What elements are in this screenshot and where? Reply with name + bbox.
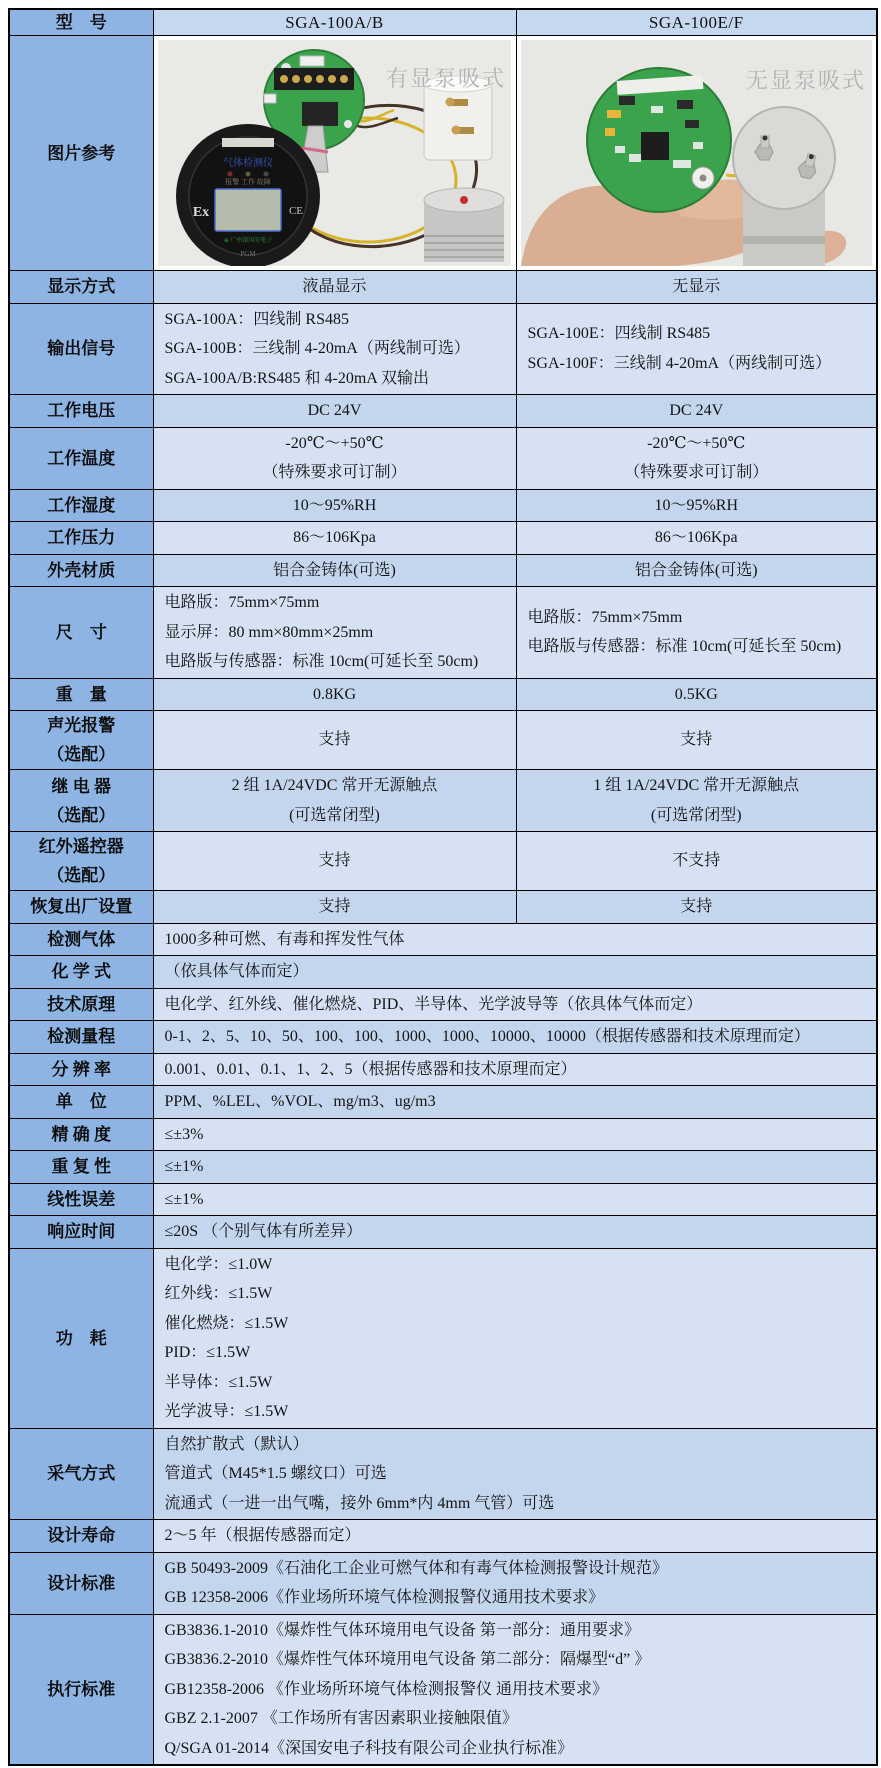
spec-value-line: 0.8KG [312, 685, 357, 703]
spec-value-cell [153, 678, 516, 711]
spec-value-cell [153, 1021, 877, 1054]
spec-value-line: 支持 [318, 852, 351, 870]
gas-detector [176, 124, 320, 266]
row-label-line: 工作湿度 [47, 495, 116, 515]
row-label-line: 设计寿命 [47, 1526, 116, 1546]
spec-row [9, 1428, 877, 1520]
spec-value-line: 光学波导：≤1.5W [164, 1403, 289, 1420]
model-header-label: 型 号 [9, 9, 153, 36]
row-label [9, 554, 153, 587]
row-label-line: （选配） [47, 866, 116, 885]
spec-value-line: 无显示 [672, 278, 721, 295]
row-label-line: 线性误差 [47, 1189, 116, 1209]
spec-value-line: 支持 [680, 731, 713, 749]
spec-value-line: 自然扩散式（默认） [164, 1435, 309, 1453]
row-label [9, 1118, 153, 1151]
spec-value-line: PPM、%LEL、%VOL、mg/m3、ug/m3 [164, 1093, 436, 1110]
spec-value-line: DC 24V [307, 402, 362, 419]
detector-led-labels: 报警 工作 故障 [224, 178, 271, 186]
spec-value-line: GB 12358-2006《作业场所环境气体检测报警仪通用技术要求》 [164, 1589, 605, 1606]
row-label-line: 工作电压 [47, 401, 116, 421]
row-label [9, 988, 153, 1021]
row-label [9, 427, 153, 489]
spec-value-cell [516, 711, 877, 770]
spec-value-line: （特殊要求可订制） [624, 464, 769, 481]
row-label [9, 1183, 153, 1216]
spec-value-cell [153, 988, 877, 1021]
spec-row [9, 427, 877, 489]
spec-value-cell [153, 711, 516, 770]
row-label-line: （选配） [47, 805, 116, 825]
spec-value-line: ≤±3% [164, 1125, 204, 1143]
row-label-line: 红外遥控器 [38, 837, 124, 856]
spec-value-line: 1000多种可燃、有毒和挥发性气体 [164, 930, 405, 948]
row-label [9, 271, 153, 304]
spec-value-cell [516, 678, 877, 711]
svg-text:⊕ 广州深国安电子: ⊕ 广州深国安电子 [223, 238, 272, 244]
spec-value-cell [153, 271, 516, 304]
row-label-line: 技术原理 [47, 994, 116, 1014]
spec-row [9, 770, 877, 832]
product-photo-sga100ab [153, 36, 516, 271]
spec-value-line: ≤20S （个别气体有所差异） [164, 1223, 363, 1240]
spec-value-line: -20℃～+50℃ [647, 434, 746, 452]
spec-value-line: SGA-100E：四线制 RS485 [527, 325, 711, 343]
row-label [9, 1428, 153, 1520]
spec-row [9, 891, 877, 924]
spec-value-cell [153, 1086, 877, 1119]
spec-row [9, 1614, 877, 1765]
table-header-row [9, 9, 877, 36]
image-row-label: 图片参考 [9, 36, 153, 271]
spec-value-line: GB12358-2006 《作业场所环境气体检测报警仪 通用技术要求》 [164, 1680, 609, 1698]
spec-value-line: 电路版：75mm×75mm [164, 594, 320, 611]
spec-value-line: 2～5 年（根据传感器而定） [164, 1527, 361, 1544]
row-label [9, 1520, 153, 1553]
spec-value-cell [516, 891, 877, 924]
row-label-line: 外壳材质 [47, 560, 116, 580]
spec-value-cell [153, 395, 516, 428]
row-label-line: 化 学 式 [51, 962, 111, 982]
detector-title-text: 气体检测仪 [222, 158, 273, 169]
row-label [9, 1248, 153, 1428]
spec-table-body [9, 9, 877, 1765]
spec-row [9, 711, 877, 770]
row-label-line: 恢复出厂设置 [30, 897, 133, 917]
detector-ce-mark: CE [288, 205, 303, 217]
spec-value-line: 管道式（M45*1.5 螺纹口）可选 [164, 1465, 387, 1482]
spec-value-cell [153, 1428, 877, 1520]
spec-value-cell [516, 395, 877, 428]
spec-row [9, 587, 877, 679]
spec-value-line: 10～95%RH [654, 496, 739, 514]
spec-value-cell [516, 587, 877, 679]
spec-value-line: GB3836.2-2010《爆炸性气体环境用电气设备 第二部分：隔爆型“d” 》 [164, 1651, 651, 1668]
spec-row [9, 1151, 877, 1184]
row-label-line: 分 辨 率 [51, 1059, 111, 1079]
spec-value-cell [153, 1248, 877, 1428]
row-label [9, 891, 153, 924]
spec-value-cell [153, 1183, 877, 1216]
spec-row [9, 489, 877, 522]
row-label-line: 尺 寸 [55, 622, 107, 642]
spec-value-line: (可选常闭型) [289, 806, 380, 824]
row-label-line: 继 电 器 [51, 776, 111, 796]
row-label-line: 精 确 度 [51, 1124, 111, 1144]
row-label [9, 1086, 153, 1119]
spec-row [9, 271, 877, 304]
sensor-cylinder [424, 188, 504, 262]
row-label-line: 显示方式 [47, 277, 116, 297]
spec-row [9, 303, 877, 395]
spec-value-line: 不支持 [672, 852, 721, 870]
spec-value-cell [153, 956, 877, 989]
row-label [9, 711, 153, 770]
spec-value-cell [153, 587, 516, 679]
spec-value-cell [516, 271, 877, 304]
spec-value-line: 1 组 1A/24VDC 常开无源触点 [593, 777, 800, 794]
spec-value-cell [516, 522, 877, 555]
spec-row [9, 1053, 877, 1086]
spec-row [9, 522, 877, 555]
row-label-line: 单 位 [55, 1092, 107, 1112]
row-label [9, 1021, 153, 1054]
spec-value-cell [153, 554, 516, 587]
spec-value-cell [516, 770, 877, 832]
row-label-line: 检测量程 [47, 1027, 116, 1047]
model-e-header: SGA-100E/F [516, 9, 877, 36]
spec-value-line: 催化燃烧：≤1.5W [164, 1314, 289, 1332]
spec-value-cell [153, 427, 516, 489]
product-photo-sga100ef [516, 36, 877, 271]
spec-value-line: Q/SGA 01-2014《深国安电子科技有限公司企业执行标准》 [164, 1739, 573, 1757]
spec-value-line: 铝合金铸体(可选) [634, 561, 758, 579]
spec-value-line: 电路版与传感器：标准 10cm(可延长至 50cm) [164, 653, 479, 670]
detector-ex-mark: Ex [192, 205, 209, 220]
spec-value-line: PID：≤1.5W [164, 1344, 251, 1361]
row-label [9, 832, 153, 891]
spec-value-line: 半导体：≤1.5W [164, 1373, 273, 1391]
spec-row [9, 678, 877, 711]
spec-value-cell [153, 522, 516, 555]
spec-value-cell [516, 427, 877, 489]
spec-value-cell [153, 1118, 877, 1151]
row-label [9, 303, 153, 395]
spec-value-cell [153, 1552, 877, 1614]
spec-value-cell [153, 489, 516, 522]
spec-value-line: SGA-100A/B:RS485 和 4-20mA 双输出 [164, 369, 429, 387]
spec-value-cell [153, 1614, 877, 1765]
row-label-line: 检测气体 [47, 929, 116, 949]
spec-value-line: （特殊要求可订制） [262, 464, 407, 481]
spec-value-cell [516, 489, 877, 522]
model-a-header: SGA-100A/B [153, 9, 516, 36]
row-label-line: 重 量 [55, 684, 107, 704]
row-label [9, 1216, 153, 1249]
spec-value-cell [516, 303, 877, 395]
row-label-line: 响应时间 [47, 1222, 116, 1242]
spec-value-line: 支持 [318, 898, 351, 915]
photo-right-illustration [521, 40, 872, 266]
spec-row [9, 1248, 877, 1428]
spec-value-line: 86～106Kpa [293, 529, 376, 546]
spec-row [9, 1021, 877, 1054]
spec-row [9, 554, 877, 587]
row-label [9, 1552, 153, 1614]
spec-row [9, 1520, 877, 1553]
spec-value-line: 液晶显示 [302, 278, 367, 295]
spec-table [8, 8, 878, 1766]
spec-value-line: GBZ 2.1-2007 《工作场所有害因素职业接触限值》 [164, 1710, 518, 1727]
spec-value-cell [153, 923, 877, 956]
row-label [9, 678, 153, 711]
spec-value-line: 10～95%RH [292, 496, 377, 514]
spec-value-line: 0-1、2、5、10、50、100、100、1000、1000、10000、10000（根据传感器和技术原理而定） [164, 1028, 810, 1045]
row-label-line: 输出信号 [47, 339, 116, 359]
row-label-line: 重 复 性 [51, 1157, 111, 1177]
detector-pgm-label: PGM [239, 250, 256, 258]
spec-value-line: ≤±1% [164, 1190, 204, 1208]
watermark-left: 有显泵吸式 [385, 66, 506, 91]
image-row [9, 36, 877, 271]
spec-value-cell [153, 891, 516, 924]
spec-row [9, 1086, 877, 1119]
row-label [9, 587, 153, 679]
row-label-line: 工作温度 [47, 448, 116, 468]
spec-row [9, 395, 877, 428]
spec-value-cell [153, 1151, 877, 1184]
row-label-line: 工作压力 [47, 528, 116, 548]
spec-value-cell [516, 554, 877, 587]
photo-left-illustration [158, 40, 511, 266]
spec-row [9, 956, 877, 989]
watermark-right: 无显泵吸式 [745, 68, 866, 93]
spec-value-line: 2 组 1A/24VDC 常开无源触点 [231, 777, 438, 794]
spec-value-line: (可选常闭型) [650, 806, 742, 824]
row-label [9, 770, 153, 832]
spec-value-cell [153, 832, 516, 891]
spec-value-line: 电路版：75mm×75mm [527, 608, 683, 626]
spec-row [9, 1118, 877, 1151]
row-label [9, 395, 153, 428]
spec-value-line: 0.5KG [674, 685, 718, 703]
sensor-cylinder [733, 107, 835, 266]
row-label [9, 1614, 153, 1765]
spec-value-line: 86～106Kpa [654, 529, 738, 546]
row-label-line: 设计标准 [47, 1573, 116, 1593]
spec-value-cell [153, 303, 516, 395]
spec-value-cell [153, 1216, 877, 1249]
row-label [9, 1151, 153, 1184]
spec-value-cell [516, 832, 877, 891]
row-label-line: 采气方式 [47, 1464, 116, 1484]
spec-value-line: 电路版与传感器：标准 10cm(可延长至 50cm) [527, 638, 842, 656]
spec-value-cell [153, 1520, 877, 1553]
spec-value-line: SGA-100A：四线制 RS485 [164, 310, 349, 328]
spec-value-line: 支持 [680, 898, 713, 915]
spec-value-line: （依具体气体而定） [164, 963, 309, 980]
spec-row [9, 988, 877, 1021]
row-label [9, 1053, 153, 1086]
spec-value-line: 电化学：≤1.0W [164, 1255, 273, 1273]
row-label [9, 923, 153, 956]
spec-row [9, 1552, 877, 1614]
row-label-line: 功 耗 [55, 1328, 107, 1348]
spec-value-line: ≤±1% [164, 1158, 204, 1175]
spec-value-line: 红外线：≤1.5W [164, 1285, 273, 1302]
row-label [9, 956, 153, 989]
spec-value-line: SGA-100F：三线制 4-20mA（两线制可选） [527, 354, 832, 372]
spec-value-line: 电化学、红外线、催化燃烧、PID、半导体、光学波导等（依具体气体而定） [164, 995, 703, 1013]
row-label-line: 执行标准 [47, 1679, 116, 1699]
spec-value-line: SGA-100B：三线制 4-20mA（两线制可选） [164, 340, 470, 357]
row-label [9, 489, 153, 522]
spec-row [9, 923, 877, 956]
spec-value-line: -20℃～+50℃ [285, 434, 384, 452]
spec-row [9, 832, 877, 891]
detector-lcd [215, 189, 281, 231]
pcb-board [587, 68, 731, 212]
spec-row [9, 1183, 877, 1216]
spec-value-cell [153, 1053, 877, 1086]
spec-value-line: 铝合金铸体(可选) [273, 561, 396, 579]
spec-value-line: DC 24V [669, 402, 724, 419]
spec-value-line: GB3836.1-2010《爆炸性气体环境用电气设备 第一部分：通用要求》 [164, 1621, 641, 1639]
row-label-line: 声光报警 [47, 716, 116, 735]
spec-value-line: GB 50493-2009《石油化工企业可燃气体和有毒气体检测报警设计规范》 [164, 1559, 669, 1577]
spec-row [9, 1216, 877, 1249]
spec-value-line: 0.001、0.01、0.1、1、2、5（根据传感器和技术原理而定） [164, 1060, 577, 1078]
row-label [9, 522, 153, 555]
row-label-line: （选配） [47, 745, 116, 764]
spec-value-line: 流通式（一进一出气嘴，接外 6mm*内 4mm 气管）可选 [164, 1494, 555, 1512]
spec-value-cell [153, 770, 516, 832]
spec-value-line: 支持 [318, 731, 351, 749]
spec-value-line: 显示屏：80 mm×80mm×25mm [164, 623, 374, 641]
